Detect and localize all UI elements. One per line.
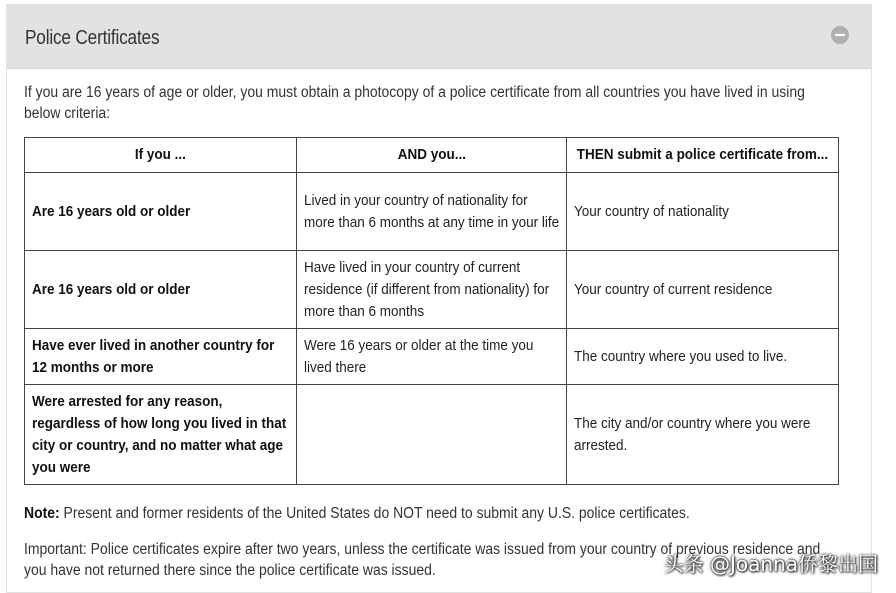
- criteria-table: [24, 137, 839, 485]
- table-cell: [296, 385, 567, 485]
- table-row: [25, 173, 839, 251]
- table-cell: The city and/or country where you were arrested.: [567, 385, 839, 485]
- table-cell: Were arrested for any reason, regardless of how long you lived in that city or country, and no matter what age you were: [25, 385, 297, 485]
- table-row: [25, 385, 839, 485]
- table-cell: Are 16 years old or older: [25, 251, 297, 329]
- table-cell: The country where you used to live.: [567, 329, 839, 385]
- important-paragraph: Important: Police certificates expire after two years, unless the certificate was issued from your country of previous residence and you have not returned there since the police certificate was issued.: [24, 541, 821, 579]
- table-header-row: [25, 138, 839, 173]
- table-row: [25, 329, 839, 385]
- panel-title: Police Certificates: [25, 27, 160, 49]
- table-cell: Have ever lived in another country for 12 months or more: [25, 329, 297, 385]
- column-header: AND you...: [296, 138, 567, 173]
- table-cell: Have lived in your country of current residence (if different from nationality) for more than 6 months: [296, 251, 567, 329]
- note-label: Note:: [24, 505, 60, 522]
- table-cell: Your country of nationality: [567, 173, 839, 251]
- column-header: THEN submit a police certificate from...: [567, 138, 839, 173]
- table-cell: Your country of current residence: [567, 251, 839, 329]
- table-cell: Were 16 years or older at the time you lived there: [296, 329, 567, 385]
- intro-paragraph: If you are 16 years of age or older, you must obtain a photocopy of a police certificate from all countries you have lived in using below criteria:: [24, 84, 805, 122]
- watermark: 头条 @Joanna侨黎出国: [663, 552, 878, 576]
- panel-header[interactable]: [7, 5, 871, 69]
- table-cell: Lived in your country of nationality for more than 6 months at any time in your life: [296, 173, 567, 251]
- note-text: Present and former residents of the United States do NOT need to submit any U.S. police certificates.: [59, 505, 690, 522]
- minus-circle-icon[interactable]: [831, 26, 849, 44]
- note-paragraph: [24, 503, 834, 524]
- column-header: If you ...: [25, 138, 297, 173]
- table-row: [25, 251, 839, 329]
- table-cell: Are 16 years old or older: [25, 173, 297, 251]
